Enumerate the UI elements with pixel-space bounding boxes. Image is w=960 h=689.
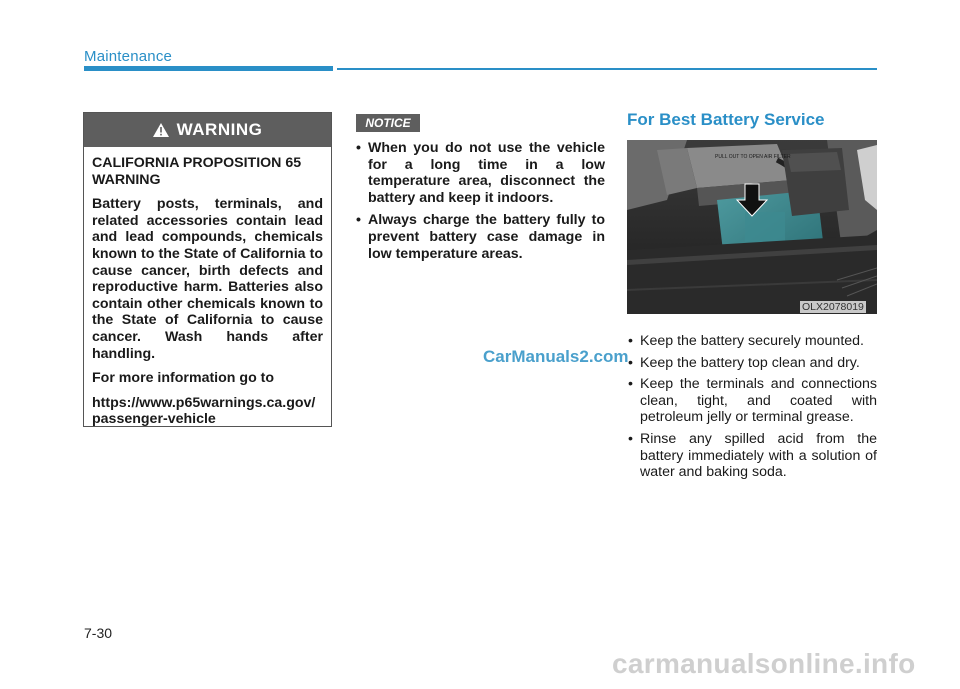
- watermark: CarManuals2.com: [483, 347, 629, 366]
- warning-triangle-icon: [153, 123, 169, 137]
- battery-photo: [627, 140, 877, 314]
- notice-list: [355, 140, 605, 268]
- header-rule-thin: [337, 68, 877, 70]
- warning-paragraph: Battery posts, terminals, and related accessories contain lead and lead compounds, chemicals known to the State of California to cause cancer, birth defects and reproductive harm. Batteries also contain other chemicals known to the State of California to cause cancer. Wash hands after handling.: [92, 196, 323, 362]
- section-heading: For Best Battery Service: [627, 110, 825, 129]
- warning-paragraph: For more information go to: [92, 370, 275, 387]
- service-item: • Keep the terminals and connections clean, tight, and coated with petroleum jelly or terminal grease.: [627, 376, 877, 426]
- service-item: • Keep the battery securely mounted.: [627, 333, 877, 350]
- notice-item: • Always charge the battery fully to prevent battery case damage in low temperature areas.: [355, 212, 605, 262]
- notice-item: • When you do not use the vehicle for a long time in a low temperature area, disconnect the battery and keep it indoors.: [355, 140, 605, 206]
- page-number: 7-30: [84, 625, 113, 641]
- image-code: OLX2078019: [802, 301, 864, 313]
- warning-link-text: https://www.p65warnings.ca.gov/passenger-vehicle: [92, 394, 316, 428]
- service-list: [627, 333, 877, 486]
- section-title: Maintenance: [84, 48, 173, 65]
- photo-label: PULL OUT TO OPEN AIR FILTER: [715, 154, 791, 160]
- service-item: • Rinse any spilled acid from the battery immediately with a solution of water and baking soda.: [627, 431, 877, 481]
- warning-title: WARNING: [176, 120, 263, 139]
- warning-paragraph: CALIFORNIA PROPOSITION 65 WARNING: [92, 155, 302, 188]
- footer-watermark: carmanualsonline.info: [612, 648, 916, 679]
- warning-box: [83, 112, 332, 427]
- warning-body: [84, 147, 331, 428]
- service-item: • Keep the battery top clean and dry.: [627, 355, 877, 372]
- header-rule-thick: [84, 66, 333, 71]
- warning-header: [84, 113, 331, 147]
- notice-badge: NOTICE: [356, 114, 420, 132]
